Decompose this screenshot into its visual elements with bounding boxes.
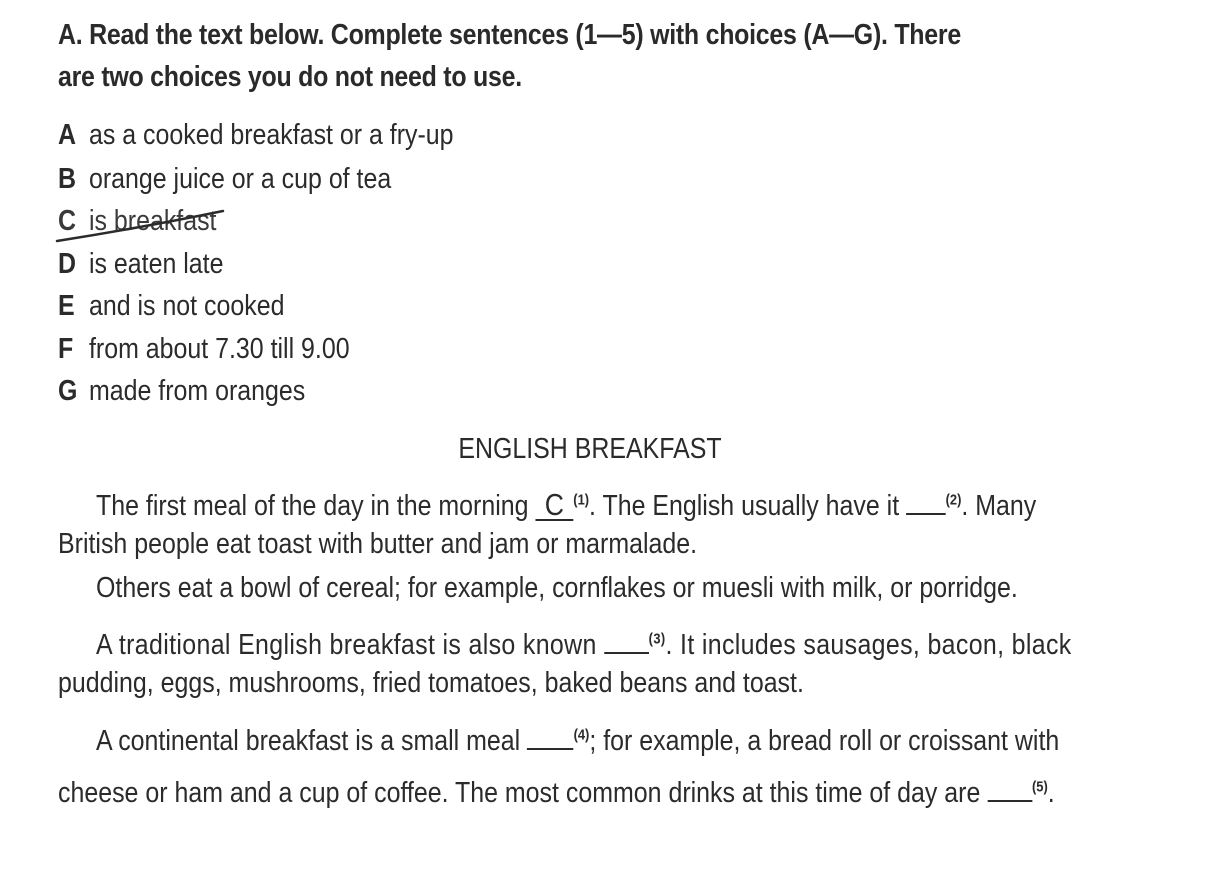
choice-f: [58, 332, 350, 366]
paragraph-2: Others eat a bowl of cereal; for example, cornflakes or muesli with milk, or porridge.: [96, 572, 1018, 604]
text-segment: A traditional English breakfast is also known: [96, 629, 604, 661]
choice-letter: E: [58, 290, 75, 322]
blank-number: (1): [573, 491, 590, 509]
choice-a: [58, 118, 454, 152]
choice-letter: G: [58, 375, 78, 407]
blank-2[interactable]: [906, 485, 946, 515]
choice-text: and is not cooked: [88, 290, 285, 322]
text-segment: A continental breakfast is a small meal: [96, 725, 528, 757]
choice-text: made from oranges: [88, 375, 306, 407]
choice-letter: F: [58, 333, 74, 365]
blank-number: (2): [945, 491, 962, 509]
choice-letter: C: [58, 205, 77, 237]
blank-number: (3): [648, 630, 666, 648]
text-segment: cheese or ham and a cup of coffee. The most common drinks at this time of day are: [58, 777, 988, 809]
paragraph-4-line-1: [96, 720, 1059, 758]
paragraph-4-line-2: [58, 772, 1055, 810]
text-segment: . The English usually have it: [589, 490, 907, 522]
text-heading: ENGLISH BREAKFAST: [458, 433, 722, 465]
instructions: A. Read the text below. Complete sentences (1—5) with choices (A—G). There are two choices you do not need to use.: [58, 19, 961, 93]
choice-c-crossed-out: [58, 204, 216, 238]
blank-4[interactable]: [527, 720, 573, 750]
choice-text: as a cooked breakfast or a fry-up: [88, 119, 454, 151]
choice-b: [58, 162, 391, 196]
choice-text: from about 7.30 till 9.00: [88, 333, 350, 365]
choice-g: [58, 374, 305, 408]
choice-letter: A: [58, 119, 77, 151]
blank-5[interactable]: [987, 772, 1032, 802]
blank-3[interactable]: [604, 624, 649, 654]
text-segment: .: [1047, 777, 1055, 809]
paragraph-1-line-1: [96, 485, 1036, 523]
text-segment: ; for example, a bread roll or croissant with: [589, 725, 1060, 757]
choice-text: is eaten late: [88, 248, 224, 280]
text-segment: . It includes sausages, bacon, black: [665, 629, 1072, 661]
choice-d: [58, 247, 223, 281]
paragraph-3-line-1: [96, 624, 1072, 662]
blank-number: (4): [573, 726, 590, 744]
blank-1-answer[interactable]: C: [535, 491, 573, 521]
choice-letter: B: [58, 163, 77, 195]
text-segment: The first meal of the day in the morning: [96, 490, 536, 522]
choice-text: orange juice or a cup of tea: [88, 163, 392, 195]
paragraph-3-line-2: pudding, eggs, mushrooms, fried tomatoes, baked beans and toast.: [58, 667, 804, 699]
blank-number: (5): [1031, 778, 1048, 796]
paragraph-1-line-2: British people eat toast with butter and jam or marmalade.: [58, 528, 698, 560]
choice-e: [58, 289, 284, 323]
text-segment: . Many: [961, 490, 1037, 522]
choice-text: is breakfast: [88, 205, 217, 237]
choice-letter: D: [58, 248, 77, 280]
